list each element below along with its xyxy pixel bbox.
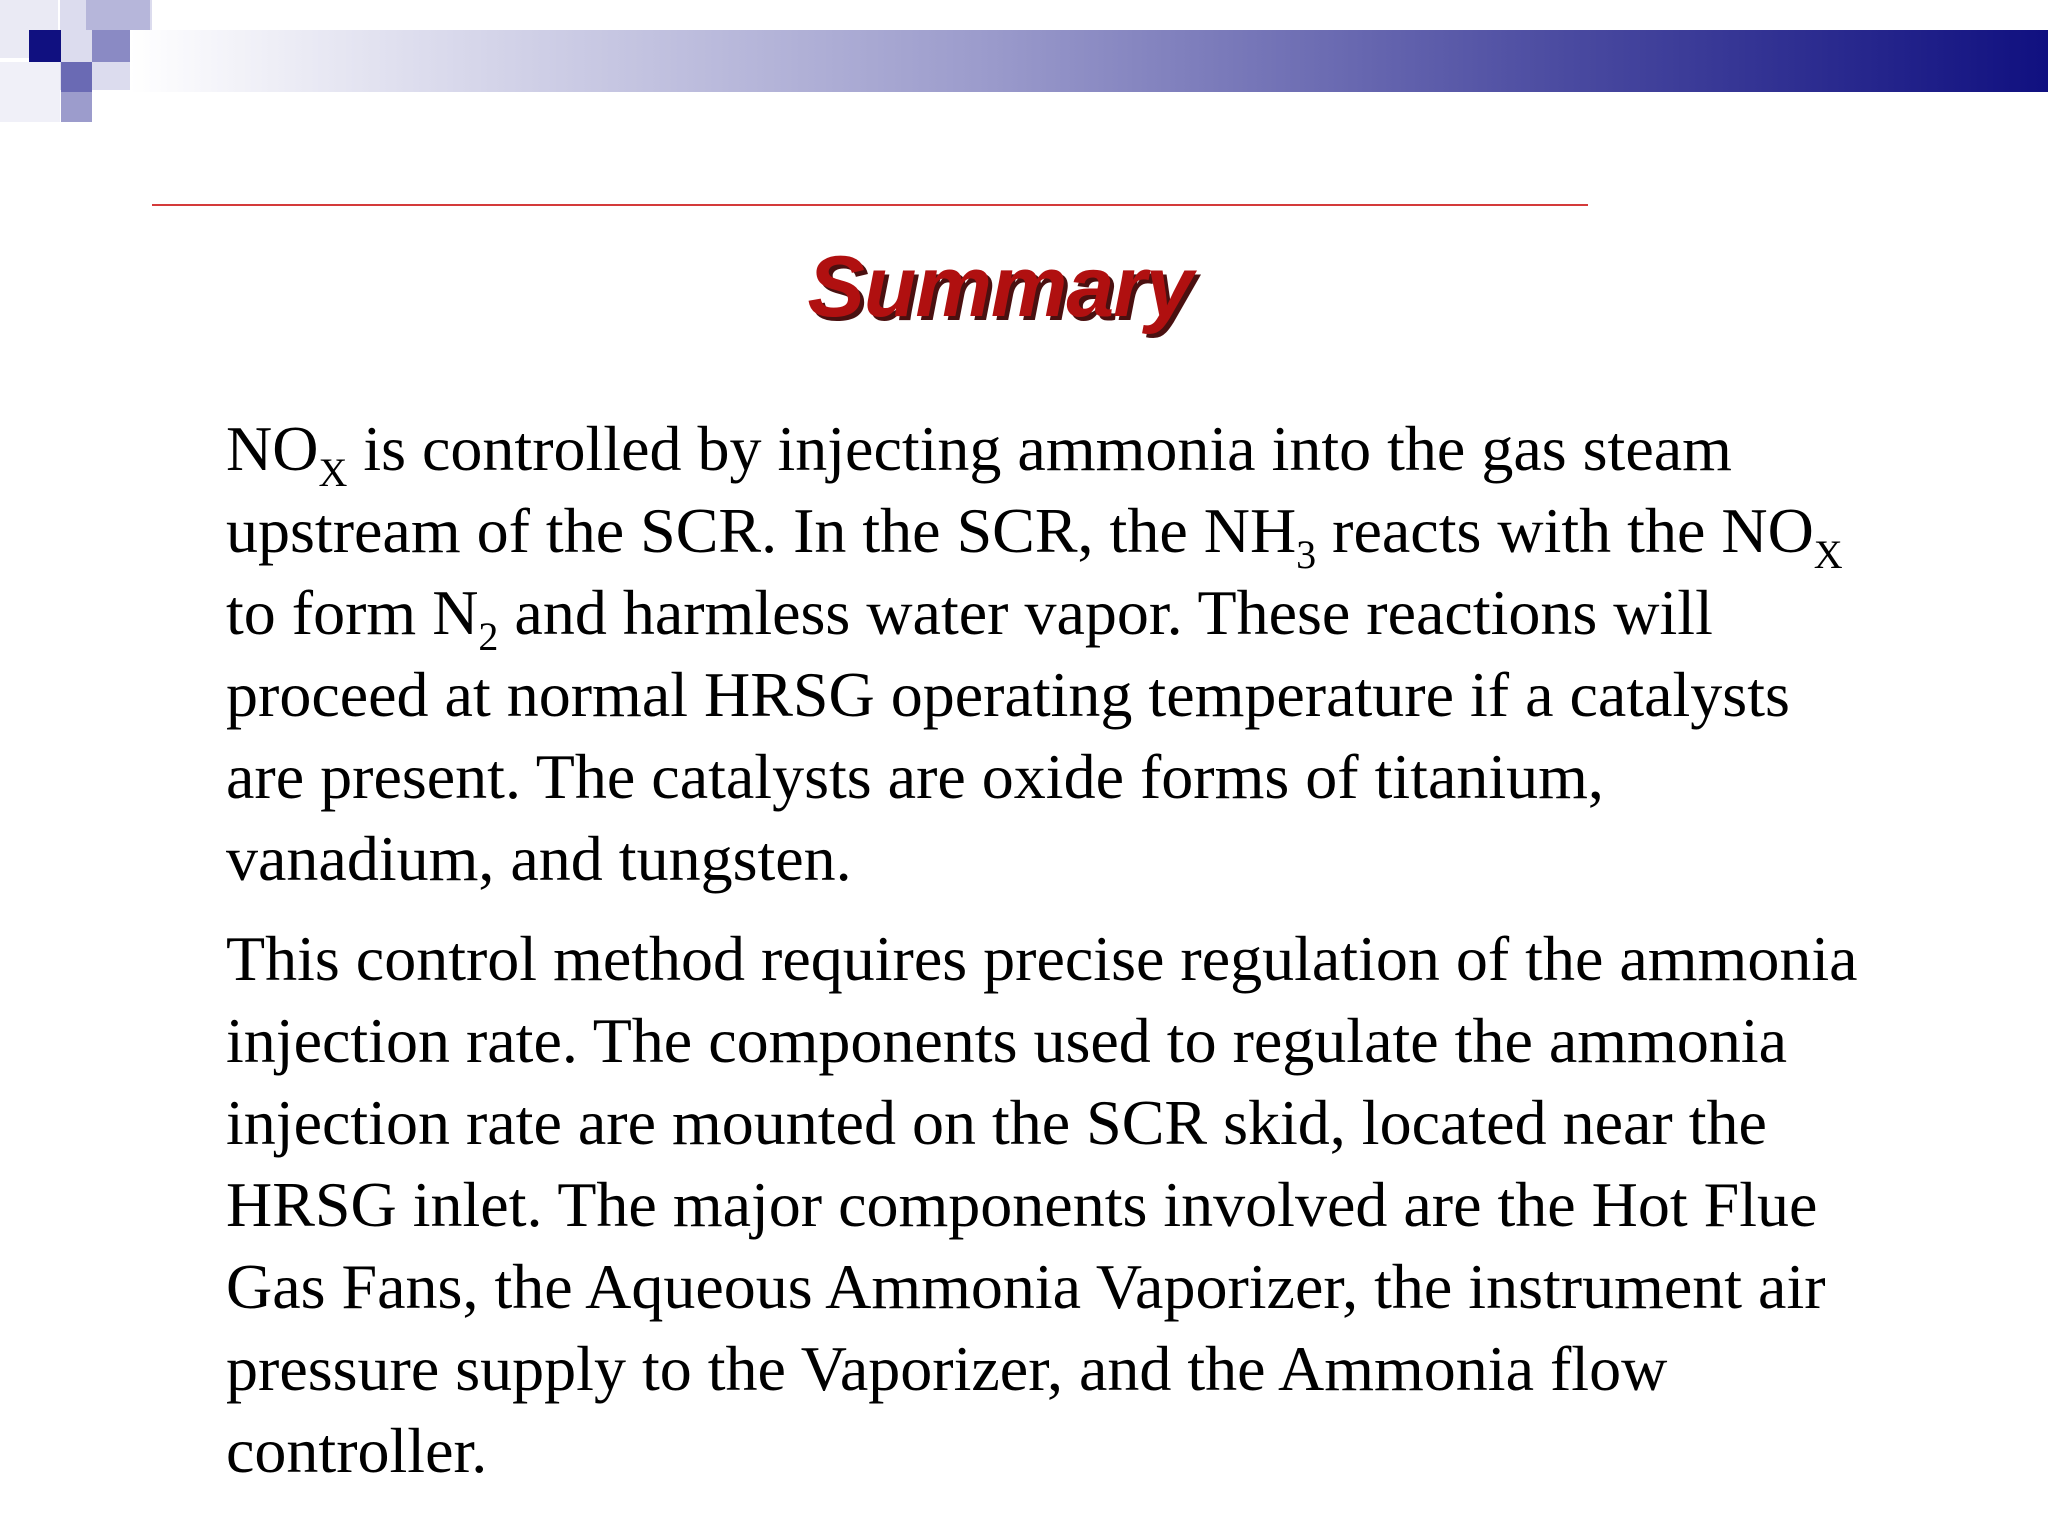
slide-body <box>226 408 1866 1510</box>
subscript: 2 <box>478 614 499 659</box>
paragraph-2: This control method requires precise regulation of the ammonia injection rate. The components used to regulate the ammonia injection rate are mounted on the SCR skid, located near the HRSG inlet. The major components involved are the Hot Flue Gas Fans, the Aqueous Ammonia Vaporizer, the instrument air pressure supply to the Vaporizer, and the Ammonia flow controller. <box>226 923 1858 1486</box>
subscript: X <box>1813 532 1843 577</box>
decor-square <box>0 62 60 122</box>
text-run: to form N <box>226 577 479 648</box>
text-run: reacts with the NO <box>1316 495 1814 566</box>
subscript: X <box>318 450 348 495</box>
decor-square <box>61 62 92 92</box>
decor-square <box>61 92 92 122</box>
text-run: is controlled by injecting ammonia into the gas steam upstream of the SCR. In the SCR, the NH <box>226 413 1732 566</box>
paragraph-1 <box>226 408 1866 900</box>
header-gradient-band <box>130 30 2048 92</box>
decor-square <box>86 0 150 30</box>
slide-title: Summary <box>807 239 1193 335</box>
decor-square-accent <box>29 30 61 62</box>
subscript: 3 <box>1296 532 1317 577</box>
text-run: NO <box>226 413 319 484</box>
text-run: and harmless water vapor. These reactions will proceed at normal HRSG operating temperature if a catalysts are present. The catalysts are oxide forms of titanium, vanadium, and tungsten. <box>226 577 1790 894</box>
title-rule <box>152 204 1588 206</box>
